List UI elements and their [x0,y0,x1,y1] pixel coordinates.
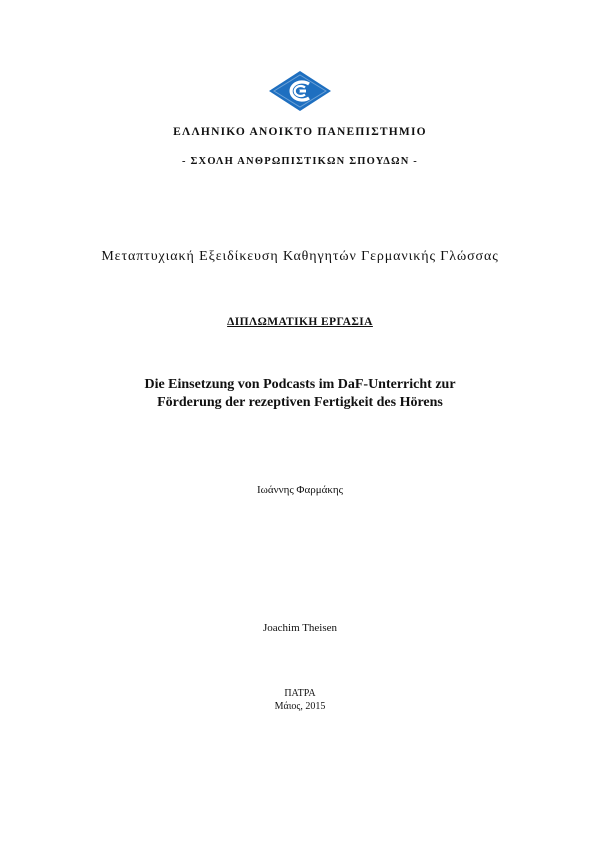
author-name: Ιωάννης Φαρμάκης [256,484,344,496]
school-name: - ΣΧΟΛΗ ΑΝΘΡΩΠΙΣΤΙΚΩΝ ΣΠΟΥΔΩΝ - [181,156,419,167]
university-name: ΕΛΛΗΝΙΚΟ ΑΝΟΙΚΤΟ ΠΑΝΕΠΙΣΤΗΜΙΟ [173,126,427,138]
program-name: Μεταπτυχιακή Εξειδίκευση Καθηγητών Γερμανικής Γλώσσας [101,249,499,264]
date: Μάιος, 2015 [274,701,326,712]
city: ΠΑΤΡΑ [284,688,316,699]
thesis-label: ΔΙΠΛΩΜΑΤΙΚΗ ΕΡΓΑΣΙΑ [227,316,373,328]
thesis-title-line-1: Die Einsetzung von Podcasts im DaF-Unterricht zur [144,377,456,392]
university-logo-icon [268,70,332,112]
thesis-title-line-2: Förderung der rezeptiven Fertigkeit des Hörens [157,395,443,410]
supervisor-name: Joachim Theisen [262,622,338,634]
